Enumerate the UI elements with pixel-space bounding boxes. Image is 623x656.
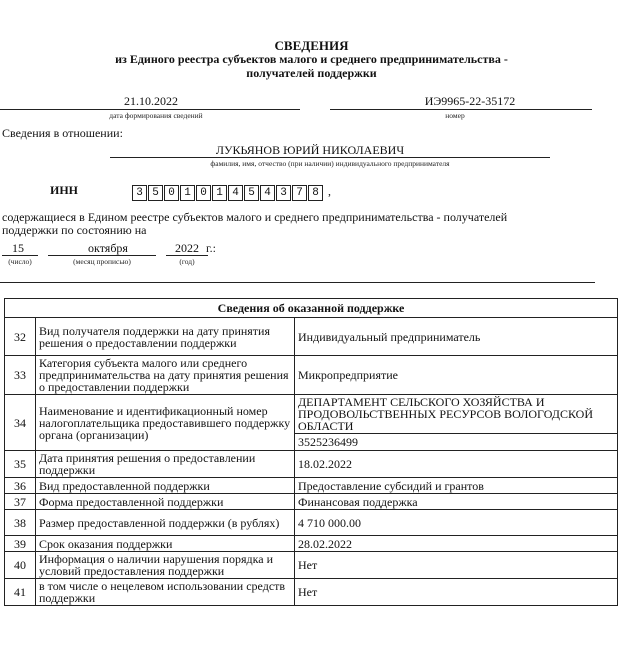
row-number: 38: [5, 510, 36, 536]
table-heading: Сведения об оказанной поддержке: [5, 299, 618, 318]
row-number: 32: [5, 318, 36, 356]
table-row: [5, 536, 618, 552]
table-row: [5, 478, 618, 494]
row-value: 18.02.2022: [295, 451, 618, 478]
state-day: 15: [12, 241, 24, 255]
day-underline: [2, 255, 38, 256]
inn-digit: 1: [212, 185, 227, 201]
state-year: 2022: [175, 241, 199, 255]
row-label: Срок оказания поддержки: [36, 536, 295, 552]
row-value: Предоставление субсидий и грантов: [295, 478, 618, 494]
document-number-caption: номер: [445, 111, 465, 120]
row-label: Форма предоставленной поддержки: [36, 494, 295, 510]
document-number: ИЭ9965-22-35172: [424, 94, 516, 108]
row-label: Размер предоставленной поддержки (в рублях): [36, 510, 295, 536]
table-row: [5, 510, 618, 536]
fio-caption: фамилия, имя, отчество (при наличии) индивидуального предпринимателя: [210, 159, 450, 168]
row-value: 28.02.2022: [295, 536, 618, 552]
row-number: 33: [5, 356, 36, 395]
month-underline: [48, 255, 156, 256]
inn-digit: 7: [292, 185, 307, 201]
regarding-label: Сведения в отношении:: [2, 126, 123, 140]
row-label: Информация о наличии нарушения порядка и условий предоставления поддержки: [36, 552, 295, 579]
row-label: Дата принятия решения о предоставлении поддержки: [36, 451, 295, 478]
table-row: [5, 395, 618, 451]
inn-digit: 1: [180, 185, 195, 201]
inn-digit: 5: [244, 185, 259, 201]
state-month: октября: [88, 241, 128, 255]
inn-digit: 4: [228, 185, 243, 201]
inn-digit: 3: [276, 185, 291, 201]
row-number: 41: [5, 579, 36, 606]
row-value: Нет: [295, 552, 618, 579]
inn-digit: 0: [196, 185, 211, 201]
table-row: [5, 356, 618, 395]
row-label: в том числе о нецелевом использовании средств поддержки: [36, 579, 295, 606]
row-number: 40: [5, 552, 36, 579]
row-value: Нет: [295, 579, 618, 606]
table-heading-row: [5, 299, 618, 318]
row-label: Вид получателя поддержки на дату принятия решения о предоставлении поддержки: [36, 318, 295, 356]
entrepreneur-fio: ЛУКЬЯНОВ ЮРИЙ НИКОЛАЕВИЧ: [215, 143, 405, 157]
organization-inn: 3525236499: [298, 435, 358, 449]
number-underline: [330, 109, 592, 110]
inn-digit: 5: [148, 185, 163, 201]
row-label: Вид предоставленной поддержки: [36, 478, 295, 494]
inn-digit: 8: [308, 185, 323, 201]
row-number: 37: [5, 494, 36, 510]
support-details-table: [4, 298, 618, 606]
table-row: [5, 552, 618, 579]
inn-label: ИНН: [50, 183, 79, 197]
table-row: [5, 318, 618, 356]
table-row: [5, 451, 618, 478]
year-caption: (год): [179, 257, 195, 266]
formation-date-caption: дата формирования сведений: [109, 111, 203, 120]
organization-name: ДЕПАРТАМЕНТ СЕЛЬСКОГО ХОЗЯЙСТВА И ПРОДОВОЛЬСТВЕННЫХ РЕСУРСОВ ВОЛОГОДСКОЙ ОБЛАСТИ: [295, 395, 617, 434]
row-label: Категория субъекта малого или среднего предпринимательства на дату принятия решения о предоставлении поддержки: [36, 356, 295, 395]
fio-underline: [110, 157, 550, 158]
day-caption: (число): [8, 257, 32, 266]
table-row: [5, 494, 618, 510]
inn-digit: 0: [164, 185, 179, 201]
year-underline: [166, 255, 208, 256]
row-number: 39: [5, 536, 36, 552]
month-caption: (месяц прописью): [73, 257, 131, 266]
formation-date: 21.10.2022: [124, 94, 178, 108]
row-value: 4 710 000.00: [295, 510, 618, 536]
date-underline: [0, 109, 300, 110]
document-subtitle-line2: получателей поддержки: [246, 66, 377, 80]
inn-digit: 3: [132, 185, 147, 201]
row-value: [295, 395, 618, 451]
row-number: 35: [5, 451, 36, 478]
row-number: 36: [5, 478, 36, 494]
inn-digit-boxes: [132, 182, 324, 201]
state-text-line2: поддержки по состоянию на: [2, 223, 147, 237]
section-divider: [0, 282, 595, 283]
state-text-line1: содержащиеся в Едином реестре субъектов малого и среднего предпринимательства - получателей: [2, 210, 508, 224]
inn-trailing-comma: ,: [328, 184, 331, 198]
row-value: Индивидуальный предприниматель: [295, 318, 618, 356]
row-label: Наименование и идентификационный номер налогоплательщика предоставившего поддержку органа (организации): [36, 395, 295, 451]
state-year-suffix: г.:: [206, 241, 216, 255]
inn-digit: 4: [260, 185, 275, 201]
document-subtitle-line1: из Единого реестра субъектов малого и среднего предпринимательства -: [115, 52, 508, 66]
table-row: [5, 579, 618, 606]
row-value: Финансовая поддержка: [295, 494, 618, 510]
document-title: СВЕДЕНИЯ: [274, 38, 349, 53]
row-number: 34: [5, 395, 36, 451]
row-value: Микропредприятие: [295, 356, 618, 395]
